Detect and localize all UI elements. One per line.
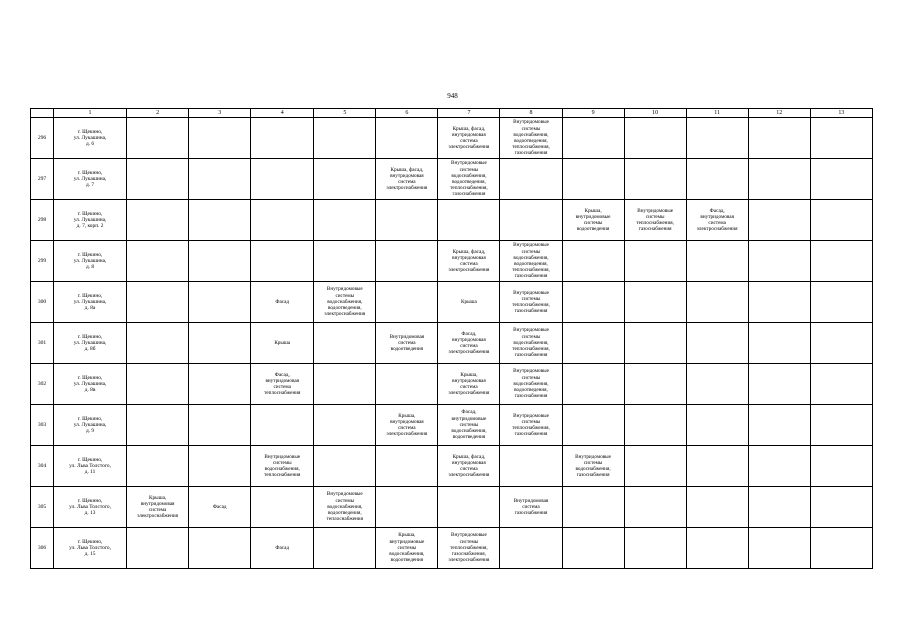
work-cell: Фасад, внутридомовые системы водоснабжения, водоотведения bbox=[438, 405, 500, 446]
address-cell: г. Щекино, ул. Лукашина, д. 8в bbox=[54, 364, 127, 405]
work-cell: Внутридомовые системы водоснабжения, водоотведения, теплоснабжения, газоснабжения bbox=[438, 159, 500, 200]
row-number: 298 bbox=[31, 200, 54, 241]
work-cell bbox=[624, 405, 686, 446]
work-cell bbox=[127, 241, 189, 282]
work-cell: Внутридомовые системы водоснабжения, теплоснабжения bbox=[251, 446, 314, 487]
header-cell: 9 bbox=[562, 109, 624, 118]
work-cell bbox=[127, 200, 189, 241]
work-cell bbox=[376, 282, 438, 323]
work-cell bbox=[189, 241, 251, 282]
work-cell: Крыша, фасад, внутридомовая система электроснабжения bbox=[438, 241, 500, 282]
address-cell: г. Щекино, ул. Льва Толстого, д. 15 bbox=[54, 528, 127, 569]
work-cell bbox=[314, 118, 376, 159]
address-cell: г. Щекино, ул. Лукашина, д. 8 bbox=[54, 241, 127, 282]
work-cell bbox=[686, 118, 748, 159]
work-cell bbox=[376, 446, 438, 487]
work-cell bbox=[376, 200, 438, 241]
work-cell bbox=[624, 282, 686, 323]
work-cell: Внутридомовые системы теплоснабжения, газоснабжения bbox=[500, 405, 562, 446]
row-number: 302 bbox=[31, 364, 54, 405]
work-cell bbox=[376, 364, 438, 405]
work-cell bbox=[189, 323, 251, 364]
work-cell: Фасад bbox=[251, 282, 314, 323]
work-cell bbox=[748, 118, 810, 159]
work-cell bbox=[438, 200, 500, 241]
work-cell bbox=[624, 364, 686, 405]
work-cell: Крыша, внутридомовая система электроснабжения bbox=[438, 364, 500, 405]
work-cell bbox=[748, 405, 810, 446]
work-cell bbox=[810, 200, 872, 241]
work-cell bbox=[251, 118, 314, 159]
work-cell: Внутридомовые системы теплоснабжения, газоснабжения, электроснабжения bbox=[438, 528, 500, 569]
work-cell: Внутридомовые системы водоснабжения, водоотведения, газоснабжения bbox=[500, 364, 562, 405]
work-cell bbox=[376, 118, 438, 159]
work-cell bbox=[189, 200, 251, 241]
work-cell bbox=[376, 487, 438, 528]
row-number: 299 bbox=[31, 241, 54, 282]
table-row bbox=[31, 405, 873, 446]
work-cell bbox=[314, 159, 376, 200]
header-cell: 10 bbox=[624, 109, 686, 118]
table-row bbox=[31, 118, 873, 159]
work-cell bbox=[748, 446, 810, 487]
work-cell bbox=[251, 159, 314, 200]
work-cell bbox=[189, 364, 251, 405]
header-cell: 7 bbox=[438, 109, 500, 118]
row-number: 306 bbox=[31, 528, 54, 569]
work-cell bbox=[810, 405, 872, 446]
work-cell bbox=[810, 364, 872, 405]
work-cell bbox=[314, 364, 376, 405]
header-cell: 6 bbox=[376, 109, 438, 118]
work-cell bbox=[810, 282, 872, 323]
work-cell: Крыша, фасад, внутридомовая система электроснабжения bbox=[438, 446, 500, 487]
work-cell: Внутридомовые системы теплоснабжения, газоснабжения bbox=[500, 282, 562, 323]
address-cell: г. Щекино, ул. Лукашина, д. 7, корп. 2 bbox=[54, 200, 127, 241]
work-cell bbox=[810, 118, 872, 159]
work-cell bbox=[748, 364, 810, 405]
work-cell bbox=[500, 528, 562, 569]
work-cell bbox=[686, 405, 748, 446]
work-cell: Крыша, внутридомовые системы водоснабжения, водоотведения bbox=[376, 528, 438, 569]
work-cell bbox=[748, 241, 810, 282]
work-cell bbox=[127, 118, 189, 159]
work-cell bbox=[810, 446, 872, 487]
work-cell bbox=[314, 446, 376, 487]
work-cell: Крыша, внутридомовые системы водоотведения bbox=[562, 200, 624, 241]
work-cell bbox=[624, 487, 686, 528]
work-cell: Крыша, внутридомовая система электроснабжения bbox=[127, 487, 189, 528]
work-cell bbox=[748, 159, 810, 200]
work-cell bbox=[438, 487, 500, 528]
work-cell: Крыша, фасад, внутридомовая система электроснабжения bbox=[376, 159, 438, 200]
work-cell bbox=[127, 159, 189, 200]
work-cell bbox=[562, 159, 624, 200]
header-cell: 13 bbox=[810, 109, 872, 118]
work-cell bbox=[562, 528, 624, 569]
table-row bbox=[31, 323, 873, 364]
work-cell bbox=[314, 241, 376, 282]
table-row bbox=[31, 364, 873, 405]
work-cell bbox=[748, 200, 810, 241]
row-number: 296 bbox=[31, 118, 54, 159]
work-cell bbox=[562, 241, 624, 282]
work-cell: Внутридомовые системы водоснабжения, теплоснабжения, газоснабжения bbox=[500, 323, 562, 364]
table-row bbox=[31, 282, 873, 323]
table-row bbox=[31, 200, 873, 241]
work-cell bbox=[562, 364, 624, 405]
work-cell bbox=[314, 323, 376, 364]
work-cell bbox=[562, 282, 624, 323]
work-cell bbox=[562, 487, 624, 528]
address-cell: г. Щекино, ул. Лукашина, д. 8а bbox=[54, 282, 127, 323]
work-cell: Внутридомовые системы водоснабжения, водоотведения, теплоснабжения, газоснабжения bbox=[500, 241, 562, 282]
work-cell: Внутридомовые системы водоснабжения, водоотведения, электроснабжения bbox=[314, 282, 376, 323]
work-cell bbox=[686, 528, 748, 569]
page-number: 948 bbox=[447, 92, 458, 100]
address-cell: г. Щекино, ул. Льва Толстого, д. 11 bbox=[54, 446, 127, 487]
row-number: 304 bbox=[31, 446, 54, 487]
row-number: 300 bbox=[31, 282, 54, 323]
header-cell: 3 bbox=[189, 109, 251, 118]
work-cell: Крыша bbox=[438, 282, 500, 323]
work-cell bbox=[810, 323, 872, 364]
header-cell: 11 bbox=[686, 109, 748, 118]
repair-schedule-table bbox=[30, 108, 873, 569]
work-cell bbox=[314, 405, 376, 446]
work-cell bbox=[748, 282, 810, 323]
work-cell bbox=[748, 323, 810, 364]
work-cell bbox=[562, 118, 624, 159]
work-cell bbox=[189, 118, 251, 159]
row-number: 305 bbox=[31, 487, 54, 528]
work-cell bbox=[686, 241, 748, 282]
work-cell bbox=[686, 446, 748, 487]
work-cell: Внутридомовые системы водоснабжения, водоотведения, теплоснабжения, газоснабжения bbox=[500, 118, 562, 159]
row-number: 301 bbox=[31, 323, 54, 364]
address-cell: г. Щекино, ул. Лукашина, д. 6 bbox=[54, 118, 127, 159]
work-cell bbox=[189, 282, 251, 323]
work-cell: Фасад bbox=[189, 487, 251, 528]
work-cell bbox=[189, 159, 251, 200]
work-cell bbox=[624, 528, 686, 569]
header-cell: 4 bbox=[251, 109, 314, 118]
work-cell bbox=[500, 159, 562, 200]
table-row bbox=[31, 446, 873, 487]
work-cell: Внутридомовые системы теплоснабжения, газоснабжения bbox=[624, 200, 686, 241]
work-cell bbox=[810, 528, 872, 569]
header-cell: 2 bbox=[127, 109, 189, 118]
work-cell bbox=[127, 323, 189, 364]
work-cell bbox=[189, 528, 251, 569]
work-cell bbox=[810, 241, 872, 282]
table-row bbox=[31, 487, 873, 528]
work-cell bbox=[127, 446, 189, 487]
header-cell: 12 bbox=[748, 109, 810, 118]
work-cell bbox=[624, 446, 686, 487]
work-cell bbox=[748, 528, 810, 569]
work-cell: Крыша, внутридомовая система электроснабжения bbox=[376, 405, 438, 446]
work-cell bbox=[686, 487, 748, 528]
address-cell: г. Щекино, ул. Лукашина, д. 9 bbox=[54, 405, 127, 446]
work-cell bbox=[686, 282, 748, 323]
work-cell bbox=[251, 487, 314, 528]
row-number: 297 bbox=[31, 159, 54, 200]
work-cell bbox=[624, 323, 686, 364]
header-cell bbox=[31, 109, 54, 118]
work-cell bbox=[251, 241, 314, 282]
work-cell bbox=[624, 118, 686, 159]
work-cell bbox=[562, 405, 624, 446]
work-cell bbox=[624, 241, 686, 282]
work-cell: Фасад bbox=[251, 528, 314, 569]
work-cell bbox=[500, 446, 562, 487]
work-cell bbox=[189, 405, 251, 446]
header-cell: 1 bbox=[54, 109, 127, 118]
work-cell: Фасад, внутридомовая система теплоснабжения bbox=[251, 364, 314, 405]
work-cell bbox=[127, 528, 189, 569]
work-cell bbox=[127, 405, 189, 446]
work-cell: Фасад, внутридомовая система электроснабжения bbox=[438, 323, 500, 364]
work-cell bbox=[686, 364, 748, 405]
work-cell: Внутридомовая система водоотведения bbox=[376, 323, 438, 364]
work-cell bbox=[686, 323, 748, 364]
work-cell bbox=[500, 200, 562, 241]
work-cell bbox=[127, 282, 189, 323]
work-cell bbox=[686, 159, 748, 200]
work-cell bbox=[810, 487, 872, 528]
work-cell: Внутридомовая система газоснабжения bbox=[500, 487, 562, 528]
address-cell: г. Щекино, ул. Лукашина, д. 8б bbox=[54, 323, 127, 364]
header-cell: 8 bbox=[500, 109, 562, 118]
work-cell bbox=[810, 159, 872, 200]
work-cell bbox=[748, 487, 810, 528]
work-cell bbox=[189, 446, 251, 487]
table-row bbox=[31, 528, 873, 569]
work-cell: Фасад, внутридомовая система электроснабжения bbox=[686, 200, 748, 241]
address-cell: г. Щекино, ул. Лукашина, д. 7 bbox=[54, 159, 127, 200]
work-cell bbox=[127, 364, 189, 405]
header-cell: 5 bbox=[314, 109, 376, 118]
work-cell bbox=[376, 241, 438, 282]
work-cell bbox=[624, 159, 686, 200]
table-row bbox=[31, 241, 873, 282]
table-row bbox=[31, 159, 873, 200]
address-cell: г. Щекино, ул. Льва Толстого, д. 13 bbox=[54, 487, 127, 528]
work-cell: Внутридомовые системы водоснабжения, водоотведения, теплоснабжения bbox=[314, 487, 376, 528]
work-cell: Внутридомовые системы водоснабжения, газоснабжения bbox=[562, 446, 624, 487]
work-cell bbox=[251, 405, 314, 446]
row-number: 303 bbox=[31, 405, 54, 446]
work-cell: Крыша bbox=[251, 323, 314, 364]
header-row bbox=[31, 109, 873, 118]
work-cell: Крыша, фасад, внутридомовая система электроснабжения bbox=[438, 118, 500, 159]
work-cell bbox=[314, 200, 376, 241]
work-cell bbox=[562, 323, 624, 364]
work-cell bbox=[251, 200, 314, 241]
work-cell bbox=[314, 528, 376, 569]
